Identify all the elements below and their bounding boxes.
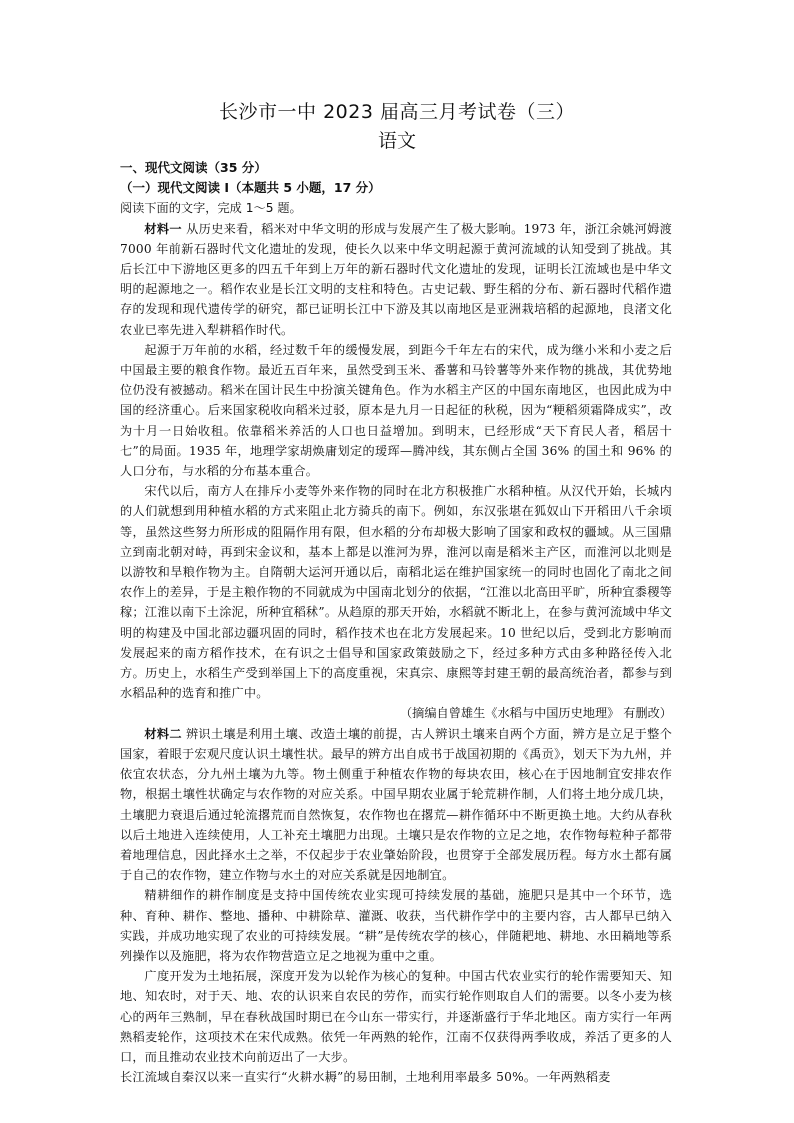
material2-paragraph: 广度开发为土地拓展，深度开发为以轮作为核心的复种。中国古代农业实行的轮作需要知天、知地、知农时，对于天、地、农的认识来自农民的劳作，而实行轮作则取自人们的需要。以冬小麦为核心的两年三熟制，早在春秋战国时期已在今山东一带实行，并逐渐盛行于华北地区。南方实行一年两熟稻麦轮作，这项技术在宋代成熟。依凭一年两熟的轮作，江南不仅获得两季收成，养活了更多的人口，而且推动农业技术向前迈出了一大步。	[120, 969, 672, 1064]
material2-label: 材料二	[144, 726, 182, 741]
material1-paragraph: 宋代以后，南方人在排斥小麦等外来作物的同时在北方积极推广水稻种植。从汉代开始，长城内的人们就想到用种植水稻的方式来阻止北方骑兵的南下。例如，东汉张堪在狐奴山下开稻田八千余顷等，虽然这些努力所形成的阻隔作用有限，但水稻的分布却极大影响了国家和政权的疆域。从三国鼎立到南北朝对峙，再到宋金议和，基本上都是以淮河为界，淮河以南是稻米主产区，而淮河以北则是以游牧和旱粮作物为主。自隋朝大运河开通以后，南稻北运在维护国家统一的同时也固化了南北之间农作上的差异，于是主粮作物的不同就成为中国南北划分的依据，“江淮以北高田平旷，所种宜黍稷等稼；江淮以南下土涂泥，所种宜稻秫”。从趋原的那天开始，水稻就不断北上，在参与黄河流域中华文明的构建及中国北部边疆巩固的同时，稻作技术也在北方发展起来。10 世纪以后，受到北方影响而发展起来的南方稻作技术，在有识之士倡导和国家政策鼓励之下，经过多种方式由多种路径传入北方。历史上，水稻生产受到举国上下的高度重视，宋真宗、康熙等封建王朝的最高统治者，都参与到水稻品种的选育和推广中。	[120, 484, 672, 701]
instruction-text: 阅读下面的文字，完成 1～5 题。	[120, 201, 302, 216]
material2-paragraph: 精耕细作的耕作制度是支持中国传统农业实现可持续发展的基础，施肥只是其中一个环节，选种、育种、耕作、整地、播种、中耕除草、灌溉、收获，当代耕作学中的主要内容，古人都早已纳入实践，并成功地实现了农业的可持续发展。“耕”是传统农学的核心，伴随耙地、耕地、水田耥地等系列操作以及施肥，将为农作物营造立足之地视为重中之重。	[120, 888, 672, 963]
exam-title: 长沙市一中 2023 届高三月考试卷（三）	[219, 101, 575, 123]
subject-title: 语文	[377, 130, 416, 152]
material1-paragraph	[120, 219, 672, 340]
material1-paragraph-text: 从历史来看，稻米对中华文明的形成与发展产生了极大影响。1973 年，浙江余姚河姆渡 7000 年前新石器时代文化遗址的发现，使长久以来中华文明起源于黄河流域的认知受到了挑战。其后长江中下游地区更多的四五千年到上万年的新石器时代文化遗址的发现，证明长江流域也是中华文明的起源地之一。稻作农业是长江文明的支柱和特色。古史记载、野生稻的分布、新石器时代稻作遗存的发现和现代遗传学的研究，都已证明长江中下游及其以南地区是亚洲栽培稻的起源地，良渚文化农业已率先进入犁耕稻作时代。	[120, 221, 672, 337]
material1-source: （摘编自曾雄生《水稻与中国历史地理》 有删改）	[400, 706, 672, 721]
material2-paragraph	[120, 724, 672, 886]
document-body	[120, 158, 672, 1087]
material2-paragraph-text: 辨识土壤是利用土壤、改造土壤的前提，古人辨识土壤来自两个方面，辨方是立足于整个国家，着眼于宏观尺度认识土壤性状。最早的辨方出自成书于战国初期的《禹贡》，划天下为九州，并依宜农状态，分九州土壤为九等。物土侧重于种植农作物的每块农田，核心在于因地制宜安排农作物，根据土壤性状确定与农作物的对应关系。中国早期农业属于轮荒耕作制，人们将土地分成几块，土壤肥力衰退后通过轮流撂荒而自然恢复，农作物也在撂荒—耕作循环中不断更换土地。大约从春秋以后土地进入连续使用，人工补充土壤肥力出现。土壤只是农作物的立足之地，农作物每粒种子都带着地理信息，因此择水土之举，不仅起步于农业肇始阶段，也贯穿于全部发展历程。每方水土都有属于自己的农作物，建立作物与水土的对应关系就是因地制宜。	[120, 726, 673, 883]
material1-label: 材料一	[144, 221, 182, 236]
material1-paragraph: 起源于万年前的水稻，经过数千年的缓慢发展，到距今千年左右的宋代，成为继小米和小麦之后中国最主要的粮食作物。最近五百年来，虽然受到玉米、番薯和马铃薯等外来作物的挑战，其优势地位仍没有被撼动。稻米在国计民生中扮演关键角色。作为水稻主产区的中国东南地区，也因此成为中国的经济重心。后来国家税收向稻米过驳，原本是九月一日起征的秋税，因为“粳稻须霜降成实”，改为十月一日始收租。依靠稻米养活的人口也日益增加。到明末，已经形成“天下育民人者，稻居十七”的局面。1935 年，地理学家胡焕庸划定的瑷珲—腾冲线，其东侧占全国 36% 的国土和 96% 的人口分布，与水稻的分布基本重合。	[120, 342, 672, 479]
subsection-heading: （一）现代文阅读 I（本题共 5 小题，17 分）	[120, 180, 381, 196]
section-heading: 一、现代文阅读（35 分）	[120, 160, 267, 175]
material2-paragraph: 长江流域自秦汉以来一直实行“火耕水耨”的易田制，土地利用率最多 50%。一年两熟稻麦	[120, 1070, 611, 1085]
